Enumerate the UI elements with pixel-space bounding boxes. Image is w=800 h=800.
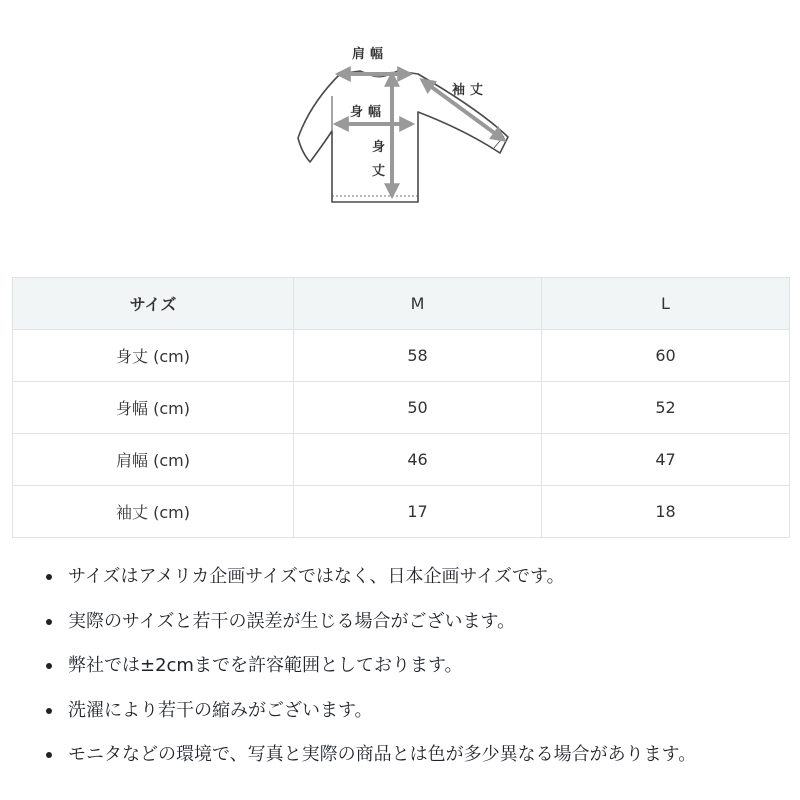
size-header-l: L (542, 278, 790, 330)
value-m: 50 (294, 382, 542, 434)
list-item (44, 555, 784, 600)
note-text: モニタなどの環境で、写真と実際の商品とは色が多少異なる場合があります。 (68, 744, 697, 765)
label-sleeve-length: 袖丈 (452, 83, 489, 98)
size-header-m: M (294, 278, 542, 330)
list-item (44, 644, 784, 689)
value-m: 46 (294, 434, 542, 486)
note-text: 弊社では±2cmまでを許容範囲としております。 (68, 655, 463, 676)
size-table-header-row (13, 278, 790, 330)
size-table (12, 277, 790, 538)
bullet-icon (46, 663, 52, 669)
value-m: 58 (294, 330, 542, 382)
list-item (44, 600, 784, 645)
bullet-icon (46, 708, 52, 714)
list-item (44, 733, 784, 778)
label-body-length-2: 丈 (372, 164, 391, 179)
row-label: 身幅 (cm) (13, 382, 294, 434)
value-l: 18 (542, 486, 790, 538)
table-row (13, 434, 790, 486)
label-shoulder-width: 肩幅 (352, 47, 389, 62)
value-l: 47 (542, 434, 790, 486)
bullet-icon (46, 619, 52, 625)
note-text: サイズはアメリカ企画サイズではなく、日本企画サイズです。 (68, 566, 565, 587)
table-row (13, 382, 790, 434)
value-m: 17 (294, 486, 542, 538)
note-text: 洗濯により若干の縮みがございます。 (68, 699, 373, 721)
row-label: 袖丈 (cm) (13, 486, 294, 538)
note-text: 実際のサイズと若干の誤差が生じる場合がございます。 (68, 610, 516, 632)
size-header-label: サイズ (13, 278, 294, 330)
table-row (13, 330, 790, 382)
notes-list (44, 555, 784, 778)
value-l: 60 (542, 330, 790, 382)
label-body-length-1: 身 (372, 140, 391, 155)
row-label: 肩幅 (cm) (13, 434, 294, 486)
value-l: 52 (542, 382, 790, 434)
bullet-icon (46, 752, 52, 758)
row-label: 身丈 (cm) (13, 330, 294, 382)
shirt-measurement-diagram (280, 38, 520, 208)
label-body-width: 身幅 (350, 105, 387, 120)
list-item (44, 689, 784, 734)
table-row (13, 486, 790, 538)
shirt-diagram-svg (280, 38, 520, 208)
bullet-icon (46, 574, 52, 580)
